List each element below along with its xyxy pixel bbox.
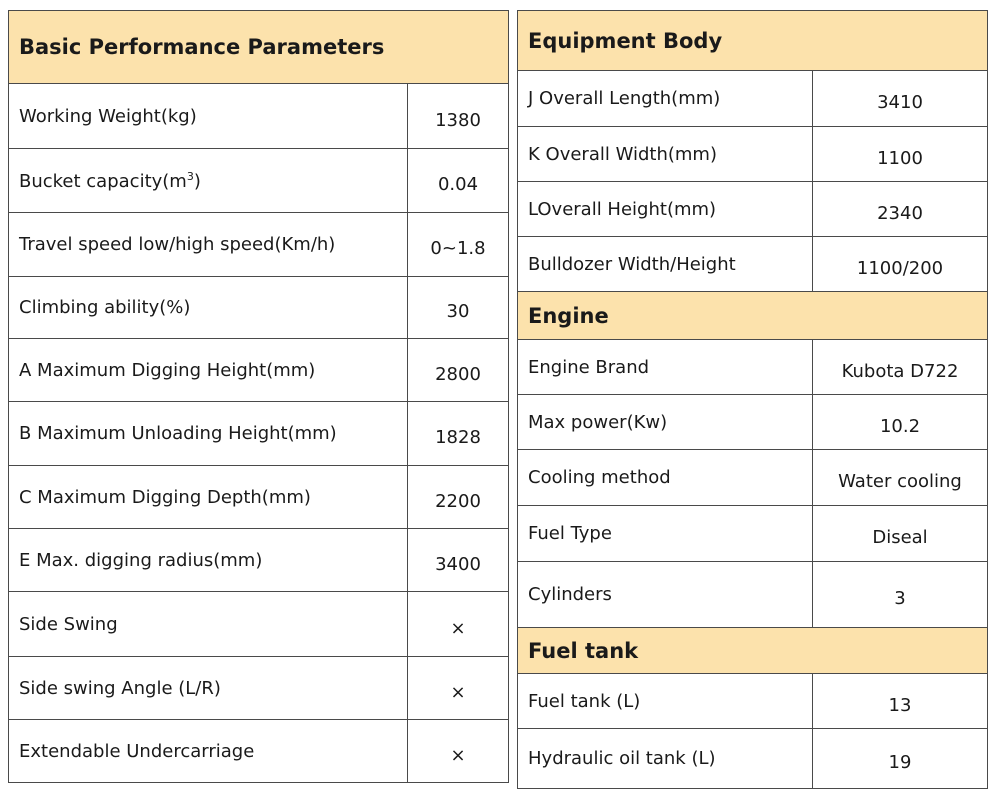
table-row — [518, 395, 988, 450]
row-value: 10.2 — [813, 395, 988, 450]
basic-performance-table — [8, 10, 509, 783]
row-label: Fuel Type — [518, 506, 813, 562]
row-value: 1828 — [408, 402, 509, 466]
row-label: Max power(Kw) — [518, 395, 813, 450]
row-value: 0.04 — [408, 149, 509, 213]
row-label: LOverall Height(mm) — [518, 182, 813, 237]
row-value: 2200 — [408, 466, 509, 529]
engine-header-row — [518, 292, 988, 340]
table-row — [518, 127, 988, 182]
engine-title: Engine — [518, 292, 988, 340]
table-row — [9, 277, 509, 339]
row-label: Extendable Undercarriage — [9, 720, 408, 783]
table-row — [518, 71, 988, 127]
basic-performance-title: Basic Performance Parameters — [9, 11, 509, 84]
table-row — [518, 674, 988, 729]
row-label: Side swing Angle (L/R) — [9, 657, 408, 720]
row-value: 3410 — [813, 71, 988, 127]
fuel-tank-header-row — [518, 628, 988, 674]
row-value: 1100 — [813, 127, 988, 182]
row-value: 13 — [813, 674, 988, 729]
row-label: Working Weight(kg) — [9, 84, 408, 149]
basic-performance-header-row — [9, 11, 509, 84]
table-row — [9, 213, 509, 277]
row-label: Bucket $capacity(m^3)$ — [9, 149, 408, 213]
row-label: Climbing ability(%) — [9, 277, 408, 339]
superscript-3: 3 — [186, 169, 194, 183]
row-label: Engine Brand — [518, 340, 813, 395]
row-label: C Maximum Digging Depth(mm) — [9, 466, 408, 529]
row-label: Bulldozer Width/Height — [518, 237, 813, 292]
row-value: 2800 — [408, 339, 509, 402]
row-label: Hydraulic oil tank (L) — [518, 729, 813, 789]
table-row — [518, 729, 988, 789]
row-label: K Overall Width(mm) — [518, 127, 813, 182]
table-row — [9, 720, 509, 783]
table-row — [518, 506, 988, 562]
row-label: B Maximum Unloading Height(mm) — [9, 402, 408, 466]
row-value: × — [408, 720, 509, 783]
row-label: Side Swing — [9, 592, 408, 657]
row-value: 30 — [408, 277, 509, 339]
row-label: Fuel tank (L) — [518, 674, 813, 729]
row-label: Travel speed low/high speed(Km/h) — [9, 213, 408, 277]
row-value: × — [408, 657, 509, 720]
table-row — [9, 466, 509, 529]
table-row — [518, 562, 988, 628]
row-value: 1380 — [408, 84, 509, 149]
row-value: 2340 — [813, 182, 988, 237]
fuel-tank-title: Fuel tank — [518, 628, 988, 674]
row-label: Cooling method — [518, 450, 813, 506]
table-row — [9, 84, 509, 149]
row-value: 19 — [813, 729, 988, 789]
table-row — [9, 529, 509, 592]
table-row — [9, 592, 509, 657]
row-value: × — [408, 592, 509, 657]
row-value: Water cooling — [813, 450, 988, 506]
row-label: E Max. digging radius(mm) — [9, 529, 408, 592]
table-row — [9, 402, 509, 466]
row-value: Diseal — [813, 506, 988, 562]
table-row — [518, 182, 988, 237]
row-value: 0~1.8 — [408, 213, 509, 277]
row-label: J Overall Length(mm) — [518, 71, 813, 127]
equipment-body-title: Equipment Body — [518, 11, 988, 71]
row-value: Kubota D722 — [813, 340, 988, 395]
table-row — [518, 340, 988, 395]
table-row — [9, 657, 509, 720]
table-row — [9, 149, 509, 213]
row-label: A Maximum Digging Height(mm) — [9, 339, 408, 402]
table-row — [9, 339, 509, 402]
equipment-body-header-row — [518, 11, 988, 71]
row-label: Cylinders — [518, 562, 813, 628]
equipment-engine-fuel-table — [517, 10, 988, 789]
row-value: 3400 — [408, 529, 509, 592]
row-value: 1100/200 — [813, 237, 988, 292]
row-value: 3 — [813, 562, 988, 628]
table-row — [518, 237, 988, 292]
table-row — [518, 450, 988, 506]
